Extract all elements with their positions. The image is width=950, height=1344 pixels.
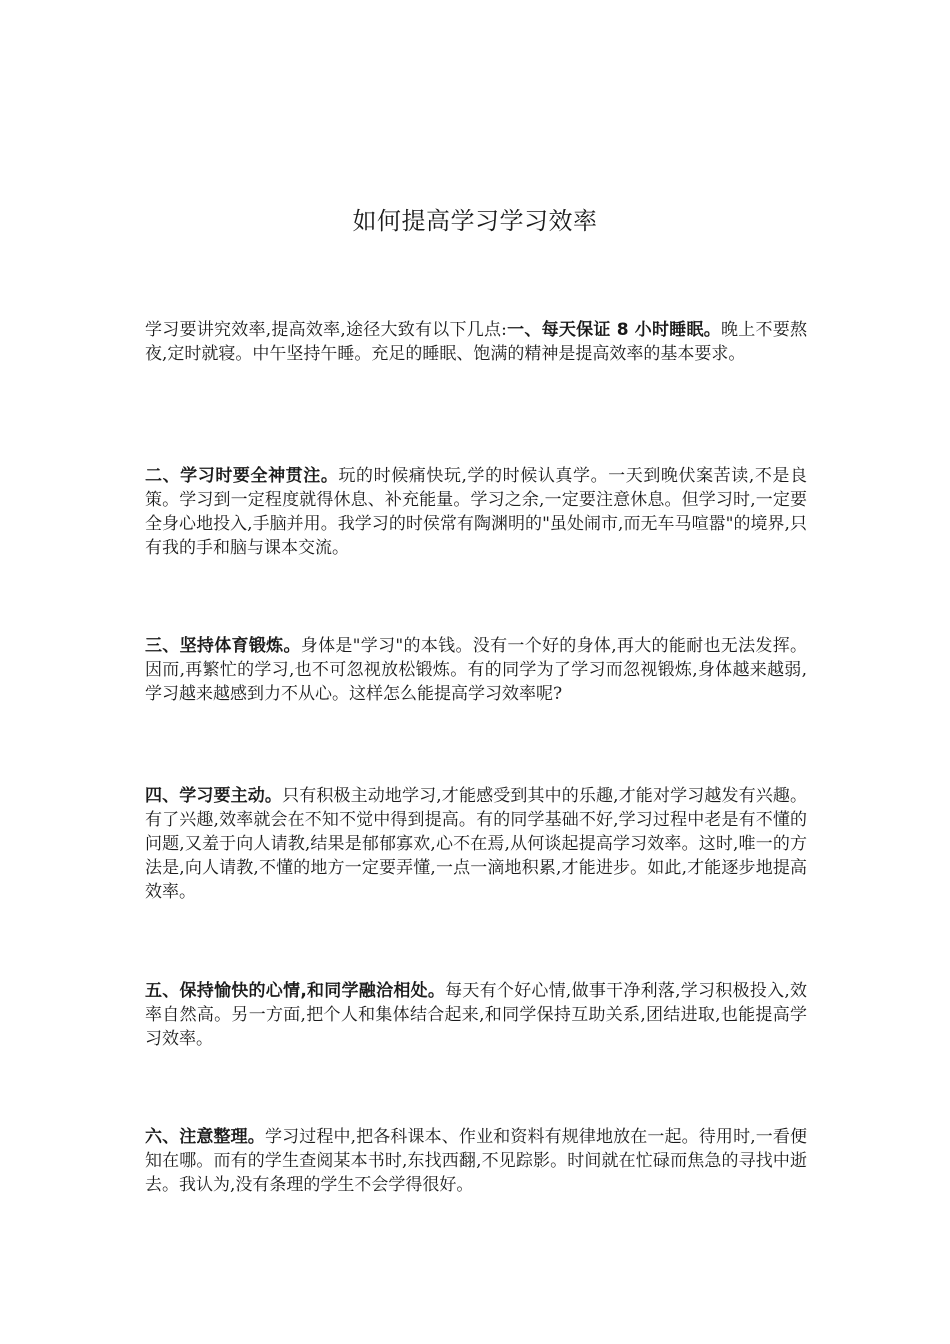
- paragraph-initiative: [145, 784, 807, 904]
- paragraph-body: 玩的时候痛快玩,学的时候认真学。一天到晚伏案苦读,不是良策。学习到一定程度就得休息、补充能量。学习之余,一定要注意休息。但学习时,一定要全身心地投入,手脑并用。我学习的时侯常有陶渊明的"虽处闹市,而无车马喧嚣"的境界,只有我的手和脑与课本交流。: [145, 466, 808, 558]
- paragraph-organize: [145, 1125, 807, 1197]
- paragraph-mood: [145, 979, 807, 1051]
- paragraph-heading: 四、学习要主动。: [145, 786, 283, 806]
- document-title: 如何提高学习学习效率: [352, 207, 598, 235]
- paragraph-body: 每天有个好心情,做事干净利落,学习积极投入,效率自然高。另一方面,把个人和集体结合起来,和同学保持互助关系,团结进取,也能提高学习效率。: [145, 981, 807, 1049]
- paragraph-body: 身体是"学习"的本钱。没有一个好的身体,再大的能耐也无法发挥。因而,再繁忙的学习,也不可忽视放松锻炼。有的同学为了学习而忽视锻炼,身体越来越弱,学习越来越感到力不从心。这样怎么能提高学习效率呢?: [145, 636, 808, 704]
- paragraph-body: 晚上不要熬夜,定时就寝。中午坚持午睡。充足的睡眠、饱满的精神是提高效率的基本要求。: [145, 320, 807, 364]
- paragraph-heading: 二、学习时要全神贯注。: [145, 466, 339, 486]
- paragraph-focus: [145, 464, 807, 560]
- paragraph-body: 只有积极主动地学习,才能感受到其中的乐趣,才能对学习越发有兴趣。有了兴趣,效率就会在不知不觉中得到提高。有的同学基础不好,学习过程中老是有不懂的问题,又羞于向人请教,结果是郁郁寡欢,心不在焉,从何谈起提高学习效率。这时,唯一的方法是,向人请教,不懂的地方一定要弄懂,一点一滴地积累,才能进步。如此,才能逐步地提高效率。: [145, 786, 808, 902]
- paragraph-heading: 三、坚持体育锻炼。: [145, 636, 301, 656]
- paragraph-heading: 六、注意整理。: [145, 1127, 265, 1147]
- paragraph-body: 学习过程中,把各科课本、作业和资料有规律地放在一起。待用时,一看便知在哪。而有的学生查阅某本书时,东找西翻,不见踪影。时间就在忙碌而焦急的寻找中逝去。我认为,没有条理的学生不会学得很好。: [145, 1127, 808, 1195]
- paragraph-sleep: [145, 318, 807, 366]
- paragraph-exercise: [145, 634, 807, 706]
- paragraph-heading: 一、每天保证 8 小时睡眠。: [506, 320, 722, 340]
- paragraph-heading: 五、保持愉快的心情,和同学融洽相处。: [145, 981, 446, 1001]
- paragraph-intro: 学习要讲究效率,提高效率,途径大致有以下几点:: [145, 320, 507, 340]
